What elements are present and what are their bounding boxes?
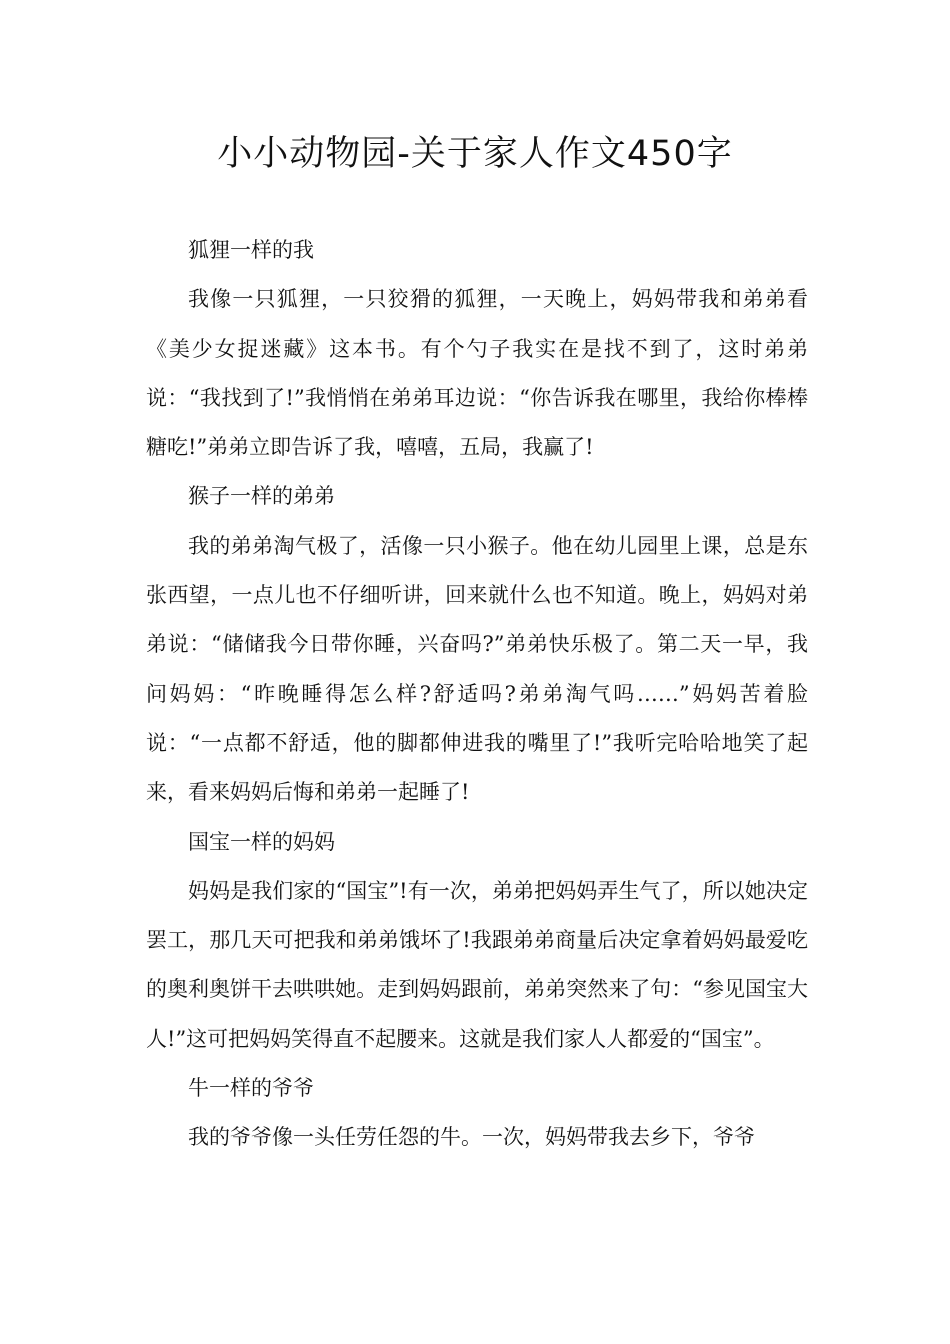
document-body — [146, 226, 808, 1163]
paragraph-ox: 我的爷爷像一头任劳任怨的牛。一次，妈妈带我去乡下，爷爷 — [188, 1125, 755, 1150]
section-heading-panda: 国宝一样的妈妈 — [188, 829, 335, 854]
paragraph-panda: 妈妈是我们家的“国宝”!有一次，弟弟把妈妈弄生气了，所以她决定罢工，那几天可把我和弟弟饿坏了!我跟弟弟商量后决定拿着妈妈最爱吃的奥利奥饼干去哄哄她。走到妈妈跟前，弟弟突然来了句：“参见国宝大人!”这可把妈妈笑得直不起腰来。这就是我们家人人都爱的“国宝”。 — [146, 878, 808, 1051]
section-heading-monkey: 猴子一样的弟弟 — [188, 484, 335, 509]
section-heading-fox: 狐狸一样的我 — [188, 238, 314, 262]
section-heading-ox: 牛一样的爷爷 — [188, 1076, 314, 1101]
paragraph-fox: 我像一只狐狸，一只狡猾的狐狸，一天晚上，妈妈带我和弟弟看《美少女捉迷藏》这本书。有个勺子我实在是找不到了，这时弟弟说：“我找到了!”我悄悄在弟弟耳边说：“你告诉我在哪里，我给你棒棒糖吃!”弟弟立即告诉了我，嘻嘻，五局，我赢了! — [146, 287, 808, 460]
document-title: 小小动物园-关于家人作文450字 — [217, 134, 733, 174]
paragraph-monkey: 我的弟弟淘气极了，活像一只小猴子。他在幼儿园里上课，总是东张西望，一点儿也不仔细听讲，回来就什么也不知道。晚上，妈妈对弟弟说：“储储我今日带你睡，兴奋吗?”弟弟快乐极了。第二天一早，我问妈妈：“昨晚睡得怎么样?舒适吗?弟弟淘气吗……”妈妈苦着脸说：“一点都不舒适，他的脚都伸进我的嘴里了!”我听完哈哈地笑了起来，看来妈妈后悔和弟弟一起睡了! — [146, 533, 808, 805]
